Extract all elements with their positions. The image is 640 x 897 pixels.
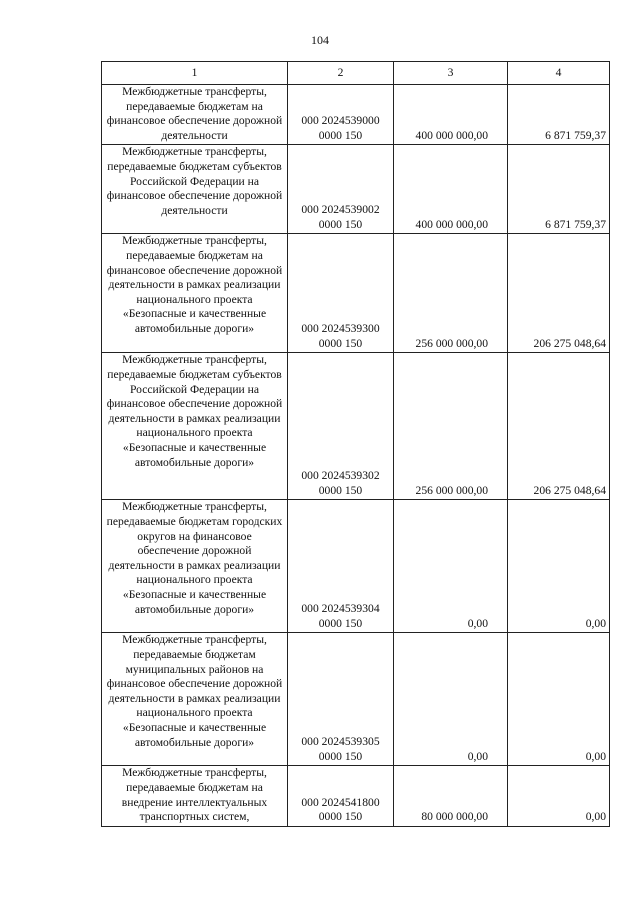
row-executed: 206 275 048,64 (508, 353, 610, 500)
row-executed: 6 871 759,37 (508, 85, 610, 145)
row-code: 000 2024539304 0000 150 (288, 500, 394, 633)
row-amount: 80 000 000,00 (394, 766, 508, 826)
row-name: Межбюджетные трансферты, передаваемые бюджетам на финансовое обеспечение дорожной деятельности (102, 85, 288, 145)
row-name: Межбюджетные трансферты, передаваемые бюджетам субъектов Российской Федерации на финансовое обеспечение дорожной деятельности (102, 145, 288, 234)
budget-table (101, 61, 610, 827)
column-header-2: 2 (288, 62, 394, 85)
row-executed: 6 871 759,37 (508, 145, 610, 234)
row-code: 000 2024541800 0000 150 (288, 766, 394, 826)
row-name: Межбюджетные трансферты, передаваемые бюджетам городских округов на финансовое обеспечение дорожной деятельности в рамках реализации национального проекта «Безопасные и качественные автомобильные дороги» (102, 500, 288, 633)
row-amount: 0,00 (394, 500, 508, 633)
table-row (102, 234, 610, 353)
row-name: Межбюджетные трансферты, передаваемые бюджетам субъектов Российской Федерации на финансовое обеспечение дорожной деятельности в рамках реализации национального проекта «Безопасные и качественные автомобильные дороги» (102, 353, 288, 500)
row-code: 000 2024539002 0000 150 (288, 145, 394, 234)
row-amount: 400 000 000,00 (394, 145, 508, 234)
table-row (102, 353, 610, 500)
row-executed: 0,00 (508, 500, 610, 633)
row-code: 000 2024539000 0000 150 (288, 85, 394, 145)
row-amount: 400 000 000,00 (394, 85, 508, 145)
row-code: 000 2024539300 0000 150 (288, 234, 394, 353)
row-amount: 0,00 (394, 633, 508, 766)
row-executed: 0,00 (508, 766, 610, 826)
column-header-4: 4 (508, 62, 610, 85)
row-amount: 256 000 000,00 (394, 234, 508, 353)
column-header-1: 1 (102, 62, 288, 85)
row-name: Межбюджетные трансферты, передаваемые бюджетам на финансовое обеспечение дорожной деятельности в рамках реализации национального проекта «Безопасные и качественные автомобильные дороги» (102, 234, 288, 353)
row-code: 000 2024539305 0000 150 (288, 633, 394, 766)
row-code: 000 2024539302 0000 150 (288, 353, 394, 500)
table-row (102, 500, 610, 633)
row-amount: 256 000 000,00 (394, 353, 508, 500)
column-header-3: 3 (394, 62, 508, 85)
table-row (102, 633, 610, 766)
row-name: Межбюджетные трансферты, передаваемые бюджетам муниципальных районов на финансовое обеспечение дорожной деятельности в рамках реализации национального проекта «Безопасные и качественные автомобильные дороги» (102, 633, 288, 766)
table-row (102, 85, 610, 145)
table-row (102, 766, 610, 826)
table-header-row (102, 62, 610, 85)
row-executed: 0,00 (508, 633, 610, 766)
page-number: 104 (311, 33, 329, 47)
row-executed: 206 275 048,64 (508, 234, 610, 353)
table-row (102, 145, 610, 234)
row-name: Межбюджетные трансферты, передаваемые бюджетам на внедрение интеллектуальных транспортных систем, (102, 766, 288, 826)
